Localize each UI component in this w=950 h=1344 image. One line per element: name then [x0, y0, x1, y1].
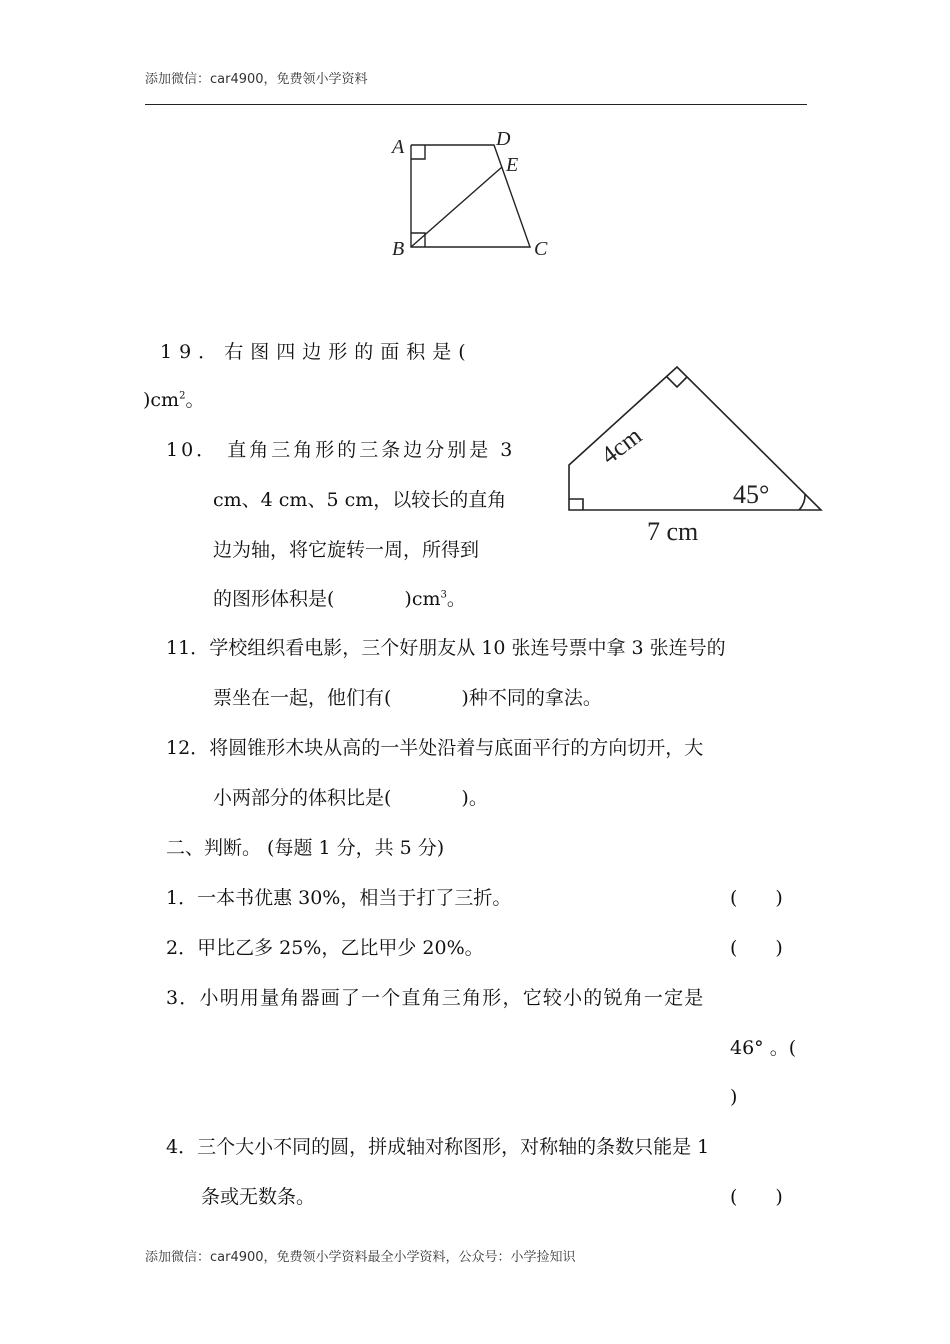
judge1-num: 1． — [166, 887, 198, 909]
header-rule — [145, 104, 807, 105]
judge3 — [166, 986, 705, 1010]
q19-num: 19． — [160, 341, 225, 363]
q11-text2b: )种不同的拿法。 — [461, 687, 602, 709]
q12-text2a: 小两部分的体积比是( — [213, 787, 392, 809]
judge2 — [166, 936, 484, 960]
section2-title: 二、判断。 (每题 1 分，共 5 分) — [166, 837, 445, 859]
judge4-line2: 条或无数条。 — [201, 1186, 316, 1208]
judge3-cont[interactable]: 46° 。( — [730, 1037, 797, 1059]
q10-end: 。 — [446, 588, 466, 610]
figure-pentagon — [555, 355, 835, 555]
q10-line4 — [213, 587, 466, 611]
q12-line2 — [213, 786, 488, 810]
figure-abcd — [380, 125, 560, 265]
judge3-text: 小明用量角器画了一个直角三角形，它较小的锐角一定是 — [199, 987, 705, 1009]
label-e: E — [506, 154, 519, 176]
judge2-bracket[interactable]: ( ) — [730, 937, 783, 959]
label-d: D — [496, 128, 511, 150]
right-angle-top — [667, 377, 687, 387]
judge4-num: 4． — [166, 1136, 198, 1158]
q11-num: 11． — [166, 637, 210, 659]
pentagon-outline — [569, 367, 821, 510]
label-c: C — [534, 238, 548, 260]
q11-line1 — [166, 636, 726, 660]
judge3-close: ) — [730, 1086, 738, 1108]
label-45deg: 45° — [733, 480, 770, 509]
q10-text1: 直角三角形的三条边分别是 3 — [227, 439, 516, 461]
q10-line1 — [166, 438, 515, 462]
q11-line2 — [213, 686, 602, 710]
footer-text: 添加微信：car4900，免费领小学资料最全小学资料，公众号：小学捡知识 — [145, 1250, 576, 1265]
q19-sup: 2 — [179, 390, 186, 402]
q10-line2: cm、4 cm、5 cm，以较长的直角 — [213, 489, 507, 511]
label-7cm: 7 cm — [647, 517, 699, 546]
q10-sup: 3 — [440, 589, 447, 601]
q19-line2 — [143, 388, 204, 412]
label-a: A — [392, 136, 405, 158]
q10-text4b: )cm — [404, 588, 441, 610]
q11-text1: 学校组织看电影，三个好朋友从 10 张连号票中拿 3 张连号的 — [209, 637, 726, 659]
angle-arc-45 — [799, 494, 805, 510]
q11-text2a: 票坐在一起，他们有( — [213, 687, 392, 709]
q19-text: 右图四边形的面积是( — [224, 341, 473, 363]
judge3-num: 3． — [166, 987, 200, 1009]
judge4-bracket[interactable]: ( ) — [730, 1186, 783, 1208]
q19-end: 。 — [185, 389, 205, 411]
judge2-text: 甲比乙多 25%，乙比甲少 20%。 — [197, 937, 484, 959]
q12-num: 12． — [166, 737, 210, 759]
right-angle-a — [411, 145, 425, 159]
q12-text2b: )。 — [461, 787, 488, 809]
judge1-bracket[interactable]: ( ) — [730, 887, 783, 909]
judge4 — [166, 1135, 709, 1159]
judge2-num: 2． — [166, 937, 198, 959]
judge1 — [166, 886, 511, 910]
q19-close: )cm — [143, 389, 180, 411]
label-4cm: 4cm — [596, 422, 647, 470]
judge1-text: 一本书优惠 30%，相当于打了三折。 — [197, 887, 512, 909]
q10-text4a: 的图形体积是( — [213, 588, 335, 610]
q12-text1: 将圆锥形木块从高的一半处沿着与底面平行的方向切开，大 — [209, 737, 704, 759]
right-angle-bottom-left — [569, 499, 583, 510]
judge4-text: 三个大小不同的圆，拼成轴对称图形，对称轴的条数只能是 1 — [197, 1136, 710, 1158]
q10-line3: 边为轴，将它旋转一周，所得到 — [213, 539, 480, 561]
q12-line1 — [166, 736, 703, 760]
header-text: 添加微信：car4900，免费领小学资料 — [145, 72, 368, 87]
q19-line1 — [160, 340, 473, 364]
q10-num: 10． — [166, 439, 219, 461]
label-b: B — [392, 238, 405, 260]
